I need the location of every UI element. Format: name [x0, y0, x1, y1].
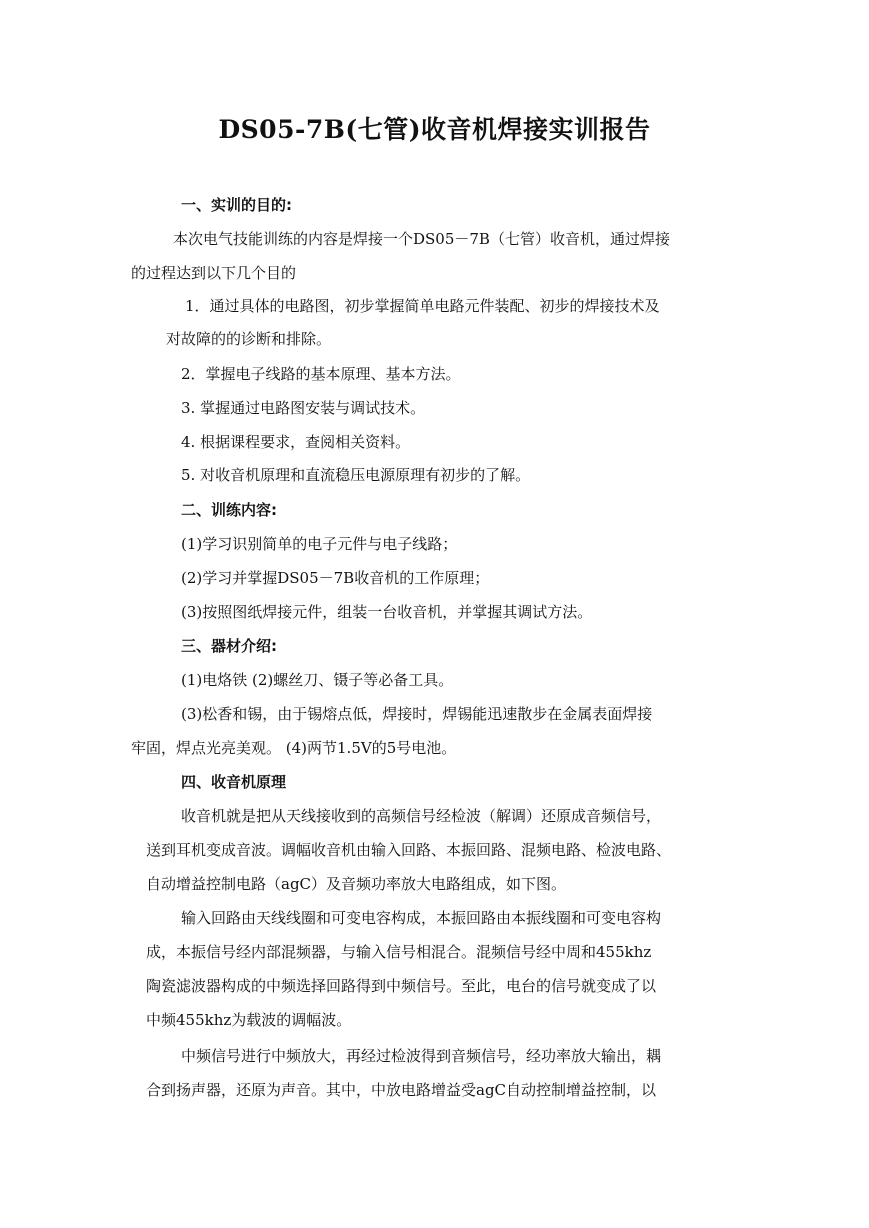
s1-item-4: 4. 根据课程要求，查阅相关资料。: [181, 433, 411, 451]
s3-item-2-line-2: 牢固，焊点光亮美观。 (4)两节1.5V的5号电池。: [131, 739, 457, 757]
s1-item-1-line-1: 1．通过具体的电路图，初步掌握简单电路元件装配、初步的焊接技术及: [185, 297, 660, 315]
s1-intro-line-1: 本次电气技能训练的内容是焊接一个DS05－7B（七管）收音机，通过焊接: [173, 230, 670, 248]
s4-p2-line-2: 成，本振信号经内部混频器，与输入信号相混合。混频信号经中周和455khz: [146, 943, 652, 961]
s4-p1-line-3: 自动增益控制电路（agC）及音频功率放大电路组成，如下图。: [146, 875, 567, 893]
s1-intro-line-2: 的过程达到以下几个目的: [131, 264, 297, 282]
s4-p3-line-1: 中频信号进行中频放大，再经过检波得到音频信号，经功率放大输出，耦: [181, 1047, 662, 1065]
s4-p1-line-1: 收音机就是把从天线接收到的高频信号经检波（解调）还原成音频信号，: [181, 807, 662, 825]
s2-item-2: (2)学习并掌握DS05－7B收音机的工作原理；: [181, 569, 490, 587]
s4-p2-line-1: 输入回路由天线线圈和可变电容构成，本振回路由本振线圈和可变电容构: [181, 909, 662, 927]
section-3-heading: 三、器材介绍:: [181, 637, 277, 655]
s4-p2-line-3: 陶瓷滤波器构成的中频选择回路得到中频信号。至此，电台的信号就变成了以: [146, 977, 657, 995]
section-2-heading: 二、训练内容:: [181, 501, 277, 519]
s4-p1-line-2: 送到耳机变成音波。调幅收音机由输入回路、本振回路、混频电路、检波电路、: [146, 841, 672, 859]
s4-p3-line-2: 合到扬声器，还原为声音。其中，中放电路增益受agC自动控制增益控制，以: [146, 1081, 657, 1099]
s1-item-5: 5. 对收音机原理和直流稳压电源原理有初步的了解。: [181, 466, 531, 484]
s3-item-1: (1)电烙铁 (2)螺丝刀、镊子等必备工具。: [181, 671, 454, 689]
s1-item-1-line-2: 对故障的的诊断和排除。: [166, 330, 332, 348]
section-1-heading: 一、实训的目的:: [181, 196, 292, 214]
section-4-heading: 四、收音机原理: [181, 773, 287, 791]
s2-item-3: (3)按照图纸焊接元件，组装一台收音机，并掌握其调试方法。: [181, 603, 593, 621]
s1-item-3: 3. 掌握通过电路图安装与调试技术。: [181, 399, 426, 417]
s2-item-1: (1)学习识别简单的电子元件与电子线路；: [181, 535, 458, 553]
s4-p2-line-4: 中频455khz为载波的调幅波。: [146, 1011, 352, 1029]
s3-item-2-line-1: (3)松香和锡，由于锡熔点低，焊接时，焊锡能迅速散步在金属表面焊接: [181, 705, 653, 723]
report-title: DS05-7B(七管)收音机焊接实训报告: [218, 115, 651, 144]
s1-item-2: 2．掌握电子线路的基本原理、基本方法。: [181, 365, 461, 383]
